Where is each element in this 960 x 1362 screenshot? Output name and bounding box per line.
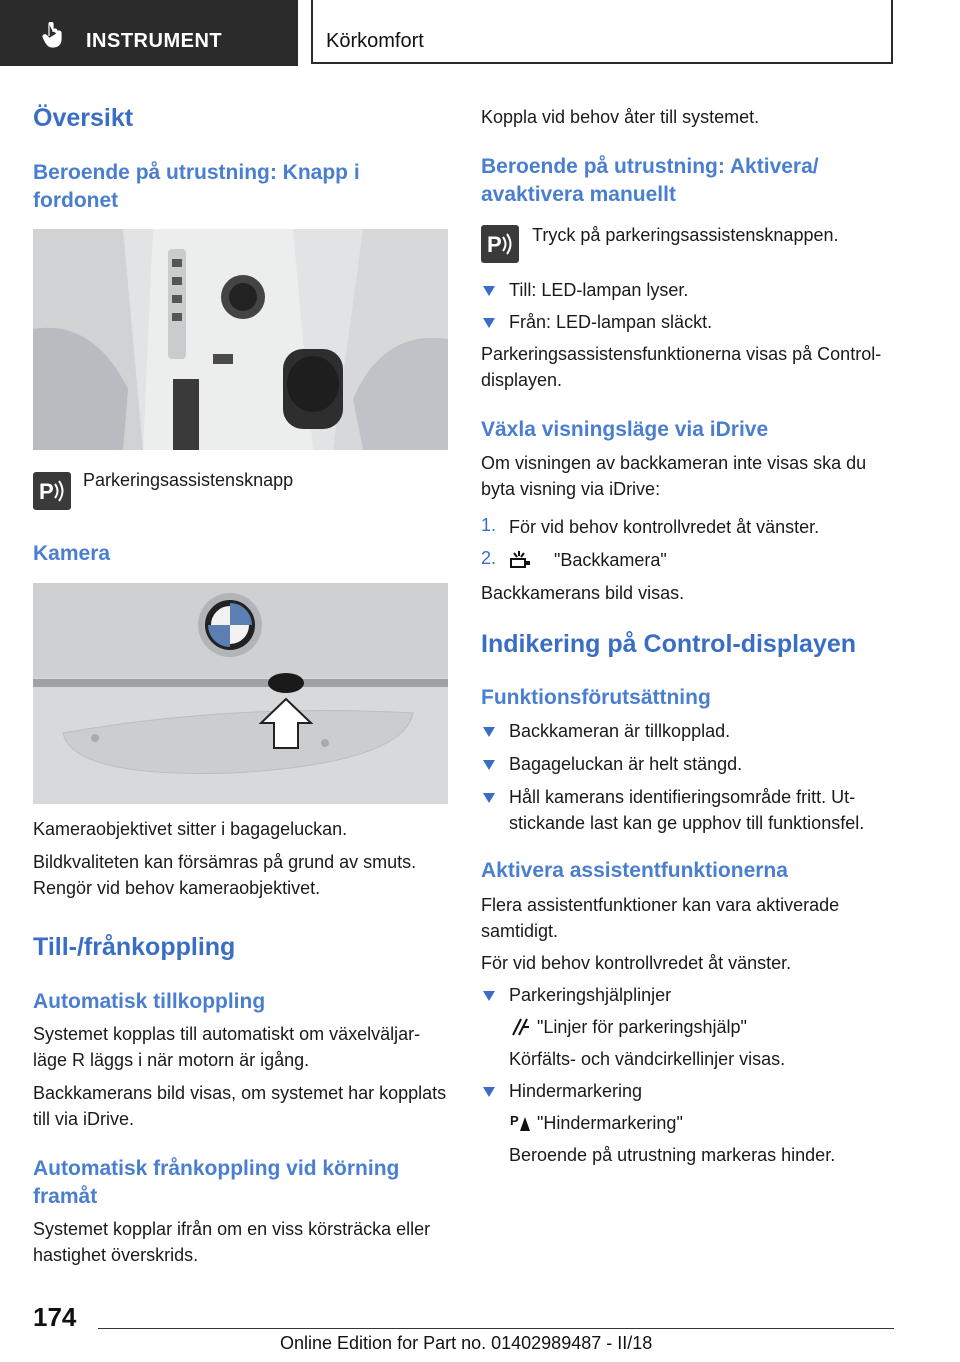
heading-funktion: Funktionsförutsättning xyxy=(481,686,711,709)
heading-knapp: Beroende på utrustning: Knapp i fordonet xyxy=(33,161,360,212)
press-button-text: Tryck på parkeringsassistensknappen. xyxy=(532,225,839,245)
hand-pointer-icon xyxy=(42,22,64,48)
chapter-tab xyxy=(311,0,893,64)
chapter-tab-label: Körkomfort xyxy=(326,30,424,52)
bullet-triangle-icon xyxy=(483,1087,495,1097)
heading-aktivera: Aktivera assistentfunktionerna xyxy=(481,859,788,882)
svg-text:P: P xyxy=(39,479,54,504)
condition-item: Håll kamerans identifieringsområde fritt. Utstickande last kan ge upphov till funktionsfel. xyxy=(509,787,865,833)
heading-till-fran: Till-/frånkoppling xyxy=(33,933,236,961)
bullet-triangle-icon xyxy=(483,760,495,770)
heading-vaxla: Växla visningsläge via iDrive xyxy=(481,418,769,441)
state-item-off: Från: LED-lampan släckt. xyxy=(509,312,713,332)
section-tab xyxy=(0,0,298,66)
step-number: 2. xyxy=(481,548,497,568)
rear-camera-icon xyxy=(509,549,533,571)
parking-assist-button-icon xyxy=(33,472,71,510)
condition-item: Bagageluckan är helt stängd. xyxy=(509,754,743,774)
bullet-triangle-icon xyxy=(483,793,495,803)
obstacle-marking-icon xyxy=(509,1111,533,1133)
heading-auto-fran: Automatisk frånkoppling vid körning framåt xyxy=(33,1157,400,1208)
camera-quality-text: Bildkvaliteten kan försämras på grund av smuts. Rengör vid behov kameraobjektivet. xyxy=(33,852,417,898)
heading-auto-till: Automatisk tillkoppling xyxy=(33,990,266,1013)
option-obstacle-marking: Hindermarkering xyxy=(509,1081,643,1101)
parking-lines-menu: "Linjer för parkeringshjälp" xyxy=(537,1017,747,1037)
display-text: Parkeringsassistensfunktionerna visas på Control-displayen. xyxy=(481,344,882,390)
step-number: 1. xyxy=(481,515,497,535)
flera-text: Flera assistentfunktioner kan vara aktiverade samtidigt. xyxy=(481,895,840,941)
heading-kamera: Kamera xyxy=(33,542,111,565)
vaxla-text: Om visningen av backkameran inte visas ska du byta visning via iDrive: xyxy=(481,453,867,499)
step-text: För vid behov kontrollvredet åt vänster. xyxy=(509,517,820,537)
svg-text:P: P xyxy=(487,232,502,257)
parking-lines-result: Körfälts- och vändcirkellinjer visas. xyxy=(509,1049,786,1069)
step-menu-text: "Backkamera" xyxy=(554,550,667,570)
bullet-triangle-icon xyxy=(483,286,495,296)
console-photo xyxy=(33,229,448,450)
heading-oversikt: Översikt xyxy=(33,104,134,132)
section-tab-label: INSTRUMENT xyxy=(86,30,223,52)
heading-manuellt: Beroende på utrustning: Aktivera/ avaktivera manuellt xyxy=(481,155,819,206)
button-caption: Parkeringsassistensknapp xyxy=(83,470,294,490)
condition-item: Backkameran är tillkopplad. xyxy=(509,721,731,741)
page-header xyxy=(0,0,960,66)
option-parking-lines: Parkeringshjälplinjer xyxy=(509,985,672,1005)
state-item-on: Till: LED-lampan lyser. xyxy=(509,280,689,300)
bullet-triangle-icon xyxy=(483,318,495,328)
footer-divider xyxy=(98,1328,894,1329)
parking-lines-icon xyxy=(509,1015,533,1037)
bullet-triangle-icon xyxy=(483,727,495,737)
tailgate-camera-photo xyxy=(33,583,448,804)
bullet-triangle-icon xyxy=(483,991,495,1001)
obstacle-marking-menu: "Hindermarkering" xyxy=(537,1113,683,1133)
bild-visas-text: Backkamerans bild visas. xyxy=(481,583,685,603)
auto-till-text-1: Systemet kopplas till automatiskt om växelväljarläge R läggs i när motorn är igång. xyxy=(33,1024,421,1070)
camera-location-text: Kameraobjektivet sitter i bagageluckan. xyxy=(33,819,348,839)
heading-indikering: Indikering på Control-displayen xyxy=(481,630,857,658)
parking-assist-button-icon-2 xyxy=(481,225,519,263)
svg-text:P: P xyxy=(510,1113,519,1128)
for-text: För vid behov kontrollvredet åt vänster. xyxy=(481,953,792,973)
auto-fran-text: Systemet kopplar ifrån om en viss körsträcka eller hastighet överskrids. xyxy=(33,1219,431,1265)
obstacle-marking-result: Beroende på utrustning markeras hinder. xyxy=(509,1145,836,1165)
auto-till-text-2: Backkamerans bild visas, om systemet har kopplats till via iDrive. xyxy=(33,1083,447,1129)
reconnect-text: Koppla vid behov åter till systemet. xyxy=(481,107,760,127)
edition-text: Online Edition for Part no. 01402989487 - II/18 xyxy=(280,1333,653,1353)
page-number: 174 xyxy=(33,1302,77,1332)
